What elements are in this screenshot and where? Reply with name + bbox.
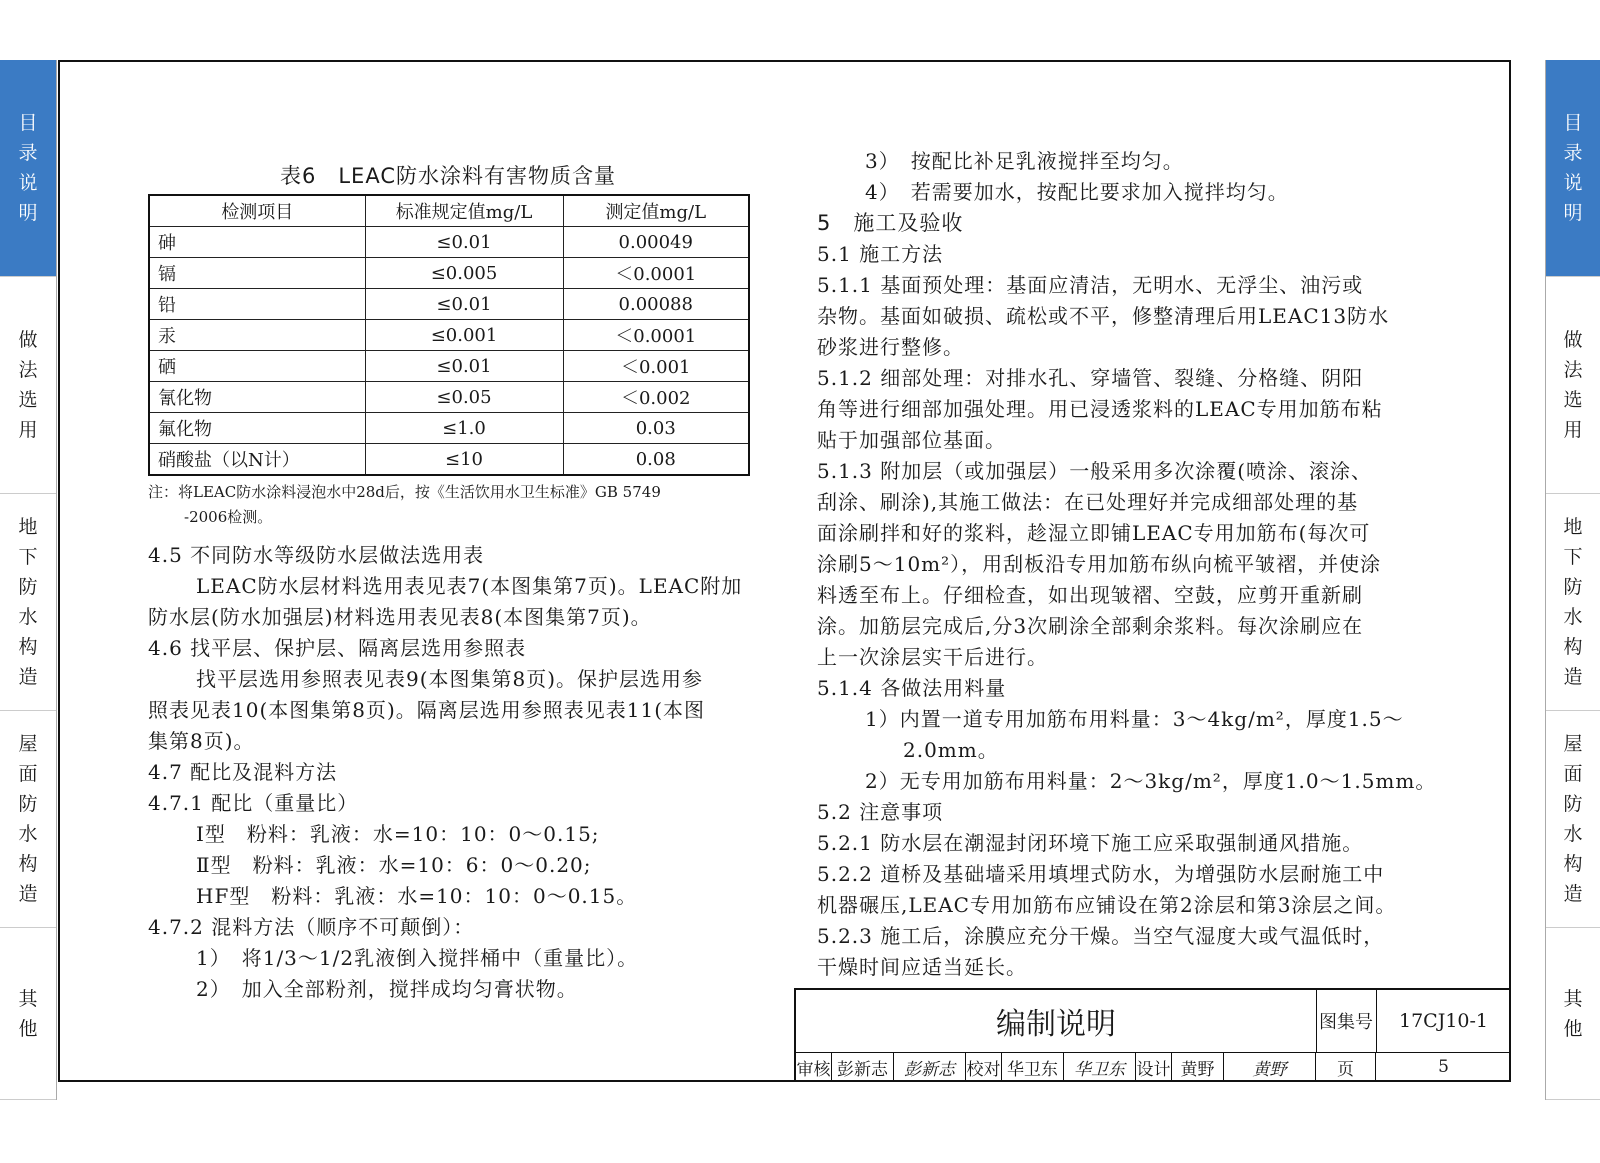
item-cell: 镉	[149, 258, 365, 289]
measured-value-cell: ＜0.0001	[563, 258, 749, 289]
tab-label-char: 水	[18, 823, 38, 845]
table-row	[149, 258, 749, 289]
reviewer-name: 彭新志	[832, 1052, 894, 1082]
section-tab-1[interactable]	[0, 60, 56, 277]
standard-value-cell: ≤1.0	[365, 413, 563, 444]
tab-label-char: 说	[1563, 172, 1583, 194]
tab-label-char: 他	[18, 1017, 38, 1040]
design-label: 设计	[1136, 1052, 1172, 1082]
paragraph-line: 5.1.2 细部处理：对排水孔、穿墙管、裂缝、分格缝、阴阳	[817, 366, 1364, 390]
item-cell: 砷	[149, 227, 365, 258]
tab-label-char: 做	[18, 329, 38, 351]
tab-label-char: 其	[18, 987, 38, 1010]
tab-label-char: 法	[18, 359, 38, 381]
standard-value-cell: ≤10	[365, 444, 563, 476]
item-cell: 汞	[149, 320, 365, 351]
tab-label-char: 录	[1563, 142, 1583, 164]
tab-label-char: 法	[1563, 359, 1583, 381]
standard-value-cell: ≤0.01	[365, 289, 563, 320]
item-cell: 硒	[149, 351, 365, 382]
note-line: -2006检测。	[184, 508, 273, 526]
right-column-text	[817, 146, 1437, 983]
paragraph-line: 找平层选用参照表见表9(本图集第8页)。保护层选用参	[196, 667, 704, 691]
tab-label-char: 面	[18, 763, 38, 785]
tab-label-char: 构	[18, 853, 38, 875]
tab-label-char: 构	[1563, 853, 1583, 875]
tab-label-char: 水	[1563, 606, 1583, 628]
paragraph-line: 干燥时间应适当延长。	[817, 955, 1027, 979]
ratio-line: Ⅱ型 粉料：乳液：水=10：6：0～0.20;	[196, 853, 592, 877]
measured-value-cell: 0.00088	[563, 289, 749, 320]
standard-value-cell: ≤0.05	[365, 382, 563, 413]
measured-value-cell: ＜0.001	[563, 351, 749, 382]
section-heading: 5.1.4 各做法用料量	[817, 676, 1007, 700]
section-tab-4[interactable]	[0, 711, 56, 928]
tab-label-char: 防	[1563, 576, 1583, 598]
tab-label-char: 造	[1563, 666, 1583, 688]
left-section-nav	[0, 60, 57, 1100]
standard-value-cell: ≤0.001	[365, 320, 563, 351]
ratio-line: HF型 粉料：乳液：水=10：10：0～0.15。	[196, 884, 638, 908]
designer-name: 黄野	[1172, 1052, 1224, 1082]
measured-value-cell: 0.00049	[563, 227, 749, 258]
tab-label-char: 用	[1563, 419, 1583, 441]
tab-label-char: 目	[1563, 112, 1583, 134]
tab-label-char: 构	[18, 636, 38, 658]
table-row	[149, 320, 749, 351]
tab-label-char: 下	[1563, 546, 1583, 568]
tab-label-char: 防	[18, 576, 38, 598]
paragraph-line: 照表见表10(本图集第8页)。隔离层选用参照表见表11(本图	[148, 698, 706, 722]
paragraph-line: 角等进行细部加强处理。用已浸透浆料的LEAC专用加筋布粘	[817, 397, 1383, 421]
paragraph-line: 杂物。基面如破损、疏松或不平，修整清理后用LEAC13防水	[817, 304, 1390, 328]
checker-name: 华卫东	[1002, 1052, 1064, 1082]
section-tab-5[interactable]	[1546, 928, 1600, 1100]
tab-label-char: 目	[18, 112, 38, 134]
table6-note	[148, 480, 753, 530]
page-label: 页	[1316, 1052, 1376, 1082]
paragraph-line: 贴于加强部位基面。	[817, 428, 1006, 452]
paragraph-line: LEAC防水层材料选用表见表7(本图集第7页)。LEAC附加	[196, 574, 743, 598]
ratio-line: Ⅰ型 粉料：乳液：水=10：10：0～0.15;	[196, 822, 600, 846]
tab-label-char: 地	[18, 516, 38, 538]
standard-value-cell: ≤0.01	[365, 227, 563, 258]
column-header: 标准规定值mg/L	[365, 195, 563, 227]
section-heading: 4.7.2 混料方法（顺序不可颠倒）：	[148, 915, 475, 939]
tab-label-char: 造	[18, 883, 38, 905]
tab-label-char: 防	[1563, 793, 1583, 815]
list-item: 1）内置一道专用加筋布用料量：3～4kg/m²，厚度1.5～	[865, 707, 1404, 731]
paragraph-line: 刮涂、刷涂),其施工做法：在已处理好并完成细部处理的基	[817, 490, 1359, 514]
section-heading: 4.7.1 配比（重量比）	[148, 791, 359, 815]
paragraph-line: 集第8页)。	[148, 729, 255, 753]
tab-label-char: 做	[1563, 329, 1583, 351]
column-header: 测定值mg/L	[563, 195, 749, 227]
measured-value-cell: ＜0.002	[563, 382, 749, 413]
section-heading: 5.2 注意事项	[817, 800, 944, 824]
tab-label-char: 水	[1563, 823, 1583, 845]
item-cell: 硝酸盐（以N计）	[149, 444, 365, 476]
table-row	[149, 382, 749, 413]
tab-label-char: 下	[18, 546, 38, 568]
standard-value-cell: ≤0.01	[365, 351, 563, 382]
atlas-number: 17CJ10-1	[1376, 990, 1511, 1053]
item-cell: 铅	[149, 289, 365, 320]
tab-label-char: 屋	[18, 733, 38, 755]
tab-label-char: 其	[1563, 987, 1583, 1010]
tab-label-char: 构	[1563, 636, 1583, 658]
designer-signature: 黄野	[1224, 1052, 1316, 1082]
paragraph-line: 5.2.3 施工后，涂膜应充分干燥。当空气湿度大或气温低时，	[817, 924, 1385, 948]
paragraph-line: 5.1.3 附加层（或加强层）一般采用多次涂覆(喷涂、滚涂、	[817, 459, 1373, 483]
table-row	[149, 413, 749, 444]
atlas-number-label: 图集号	[1316, 990, 1377, 1053]
section-heading: 4.7 配比及混料方法	[148, 760, 338, 784]
section-tab-3[interactable]	[0, 494, 56, 711]
item-cell: 氟化物	[149, 413, 365, 444]
tab-label-char: 用	[18, 419, 38, 441]
item-cell: 氰化物	[149, 382, 365, 413]
tab-label-char: 说	[18, 172, 38, 194]
hazardous-substance-table	[148, 194, 750, 476]
table-row	[149, 351, 749, 382]
list-item: 1） 将1/3～1/2乳液倒入搅拌桶中（重量比）。	[196, 946, 639, 970]
paragraph-line: 面涂刷拌和好的浆料，趁湿立即铺LEAC专用加筋布(每次可	[817, 521, 1371, 545]
tab-label-char: 明	[18, 202, 38, 224]
tab-label-char: 明	[1563, 202, 1583, 224]
column-header: 检测项目	[149, 195, 365, 227]
chapter-heading: 5 施工及验收	[817, 211, 964, 235]
drawing-title: 编制说明	[796, 990, 1317, 1053]
right-section-nav	[1545, 60, 1600, 1100]
paragraph-line: 机器碾压,LEAC专用加筋布应铺设在第2涂层和第3涂层之间。	[817, 893, 1397, 917]
measured-value-cell: 0.03	[563, 413, 749, 444]
paragraph-line: 防水层(防水加强层)材料选用表见表8(本图集第7页)。	[148, 605, 652, 629]
standard-value-cell: ≤0.005	[365, 258, 563, 289]
paragraph-line: 5.1.1 基面预处理：基面应清洁，无明水、无浮尘、油污或	[817, 273, 1364, 297]
measured-value-cell: ＜0.0001	[563, 320, 749, 351]
section-tab-4[interactable]	[1546, 711, 1600, 928]
paragraph-line: 料透至布上。仔细检查，如出现皱褶、空鼓，应剪开重新刷	[817, 583, 1363, 607]
tab-label-char: 水	[18, 606, 38, 628]
tab-label-char: 选	[1563, 389, 1583, 411]
section-tab-2[interactable]	[0, 277, 56, 494]
tab-label-char: 造	[18, 666, 38, 688]
left-column-text	[148, 540, 758, 1005]
paragraph-line: 上一次涂层实干后进行。	[817, 645, 1048, 669]
list-item: 2） 加入全部粉剂，搅拌成均匀膏状物。	[196, 977, 578, 1001]
tab-label-char: 录	[18, 142, 38, 164]
section-heading: 4.5 不同防水等级防水层做法选用表	[148, 543, 485, 567]
table-row	[149, 227, 749, 258]
tab-label-char: 地	[1563, 516, 1583, 538]
tab-label-char: 造	[1563, 883, 1583, 905]
tab-label-char: 面	[1563, 763, 1583, 785]
section-heading: 4.6 找平层、保护层、隔离层选用参照表	[148, 636, 527, 660]
check-label: 校对	[966, 1052, 1002, 1082]
paragraph-line: 涂。加筋层完成后,分3次刷涂全部剩余浆料。每次涂刷应在	[817, 614, 1364, 638]
section-tab-5[interactable]	[0, 928, 56, 1100]
checker-signature: 华卫东	[1064, 1052, 1136, 1082]
tab-label-char: 他	[1563, 1017, 1583, 1040]
paragraph-line: 5.2.1 防水层在潮湿封闭环境下施工应采取强制通风措施。	[817, 831, 1364, 855]
table-header-row	[149, 195, 749, 227]
review-label: 审核	[796, 1052, 832, 1082]
table-row	[149, 444, 749, 476]
section-heading: 5.1 施工方法	[817, 242, 944, 266]
tab-label-char: 选	[18, 389, 38, 411]
list-item: 4） 若需要加水，按配比要求加入搅拌均匀。	[865, 180, 1289, 204]
table-row	[149, 289, 749, 320]
section-tab-2[interactable]	[1546, 277, 1600, 494]
signature-row	[796, 1052, 1511, 1082]
title-block	[794, 988, 1511, 1082]
paragraph-line: 5.2.2 道桥及基础墙采用填埋式防水，为增强防水层耐施工中	[817, 862, 1385, 886]
paragraph-line: 砂浆进行整修。	[817, 335, 964, 359]
paragraph-line: 涂刷5～10m²），用刮板沿专用加筋布纵向梳平皱褶，并使涂	[817, 552, 1382, 576]
list-item: 2）无专用加筋布用料量：2～3kg/m²，厚度1.0～1.5mm。	[865, 769, 1437, 793]
page-number: 5	[1438, 1057, 1449, 1077]
list-item: 3） 按配比补足乳液搅拌至均匀。	[865, 149, 1184, 173]
note-line: 注：将LEAC防水涂料浸泡水中28d后，按《生活饮用水卫生标准》GB 5749	[148, 483, 661, 501]
tab-label-char: 防	[18, 793, 38, 815]
table6-title: 表6 LEAC防水涂料有害物质含量	[280, 164, 616, 188]
reviewer-signature: 彭新志	[894, 1052, 966, 1082]
section-tab-1[interactable]	[1546, 60, 1600, 277]
list-item-continuation: 2.0mm。	[903, 738, 999, 762]
measured-value-cell: 0.08	[563, 444, 749, 476]
section-tab-3[interactable]	[1546, 494, 1600, 711]
tab-label-char: 屋	[1563, 733, 1583, 755]
